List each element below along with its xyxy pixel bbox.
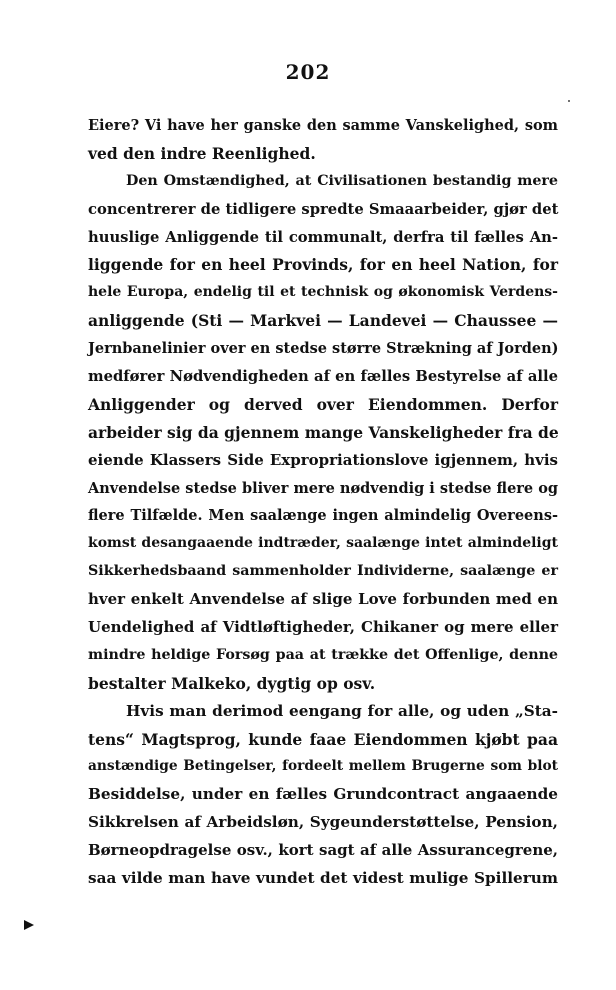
text-line: flere Tilfælde. Men saalænge ingen almindelig Overeens-: [88, 507, 558, 525]
text-line: tens“ Magtsprog, kunde faae Eiendommen kjøbt paa: [88, 729, 558, 749]
text-line: arbeider sig da gjennem mange Vanskeligheder fra de: [88, 422, 559, 442]
text-line: Hvis man derimod eengang for alle, og uden „Sta-: [126, 701, 558, 720]
text-line: Den Omstændighed, at Civilisationen bestandig mere: [126, 172, 558, 189]
text-line: liggende for en heel Provinds, for en heel Nation, for: [88, 255, 558, 275]
text-line: medfører Nødvendigheden af en fælles Bestyrelse af alle: [88, 368, 558, 386]
text-line: bestalter Malkeko, dygtig op osv.: [88, 673, 376, 693]
margin-arrow-mark: [24, 920, 34, 930]
text-line: Børneopdragelse osv., kort sagt af alle Assurancegrene,: [88, 841, 558, 860]
text-line: anliggende (Sti — Markvei — Landevei — Chaussee —: [88, 311, 558, 331]
text-line: anstændige Betingelser, fordeelt mellem Brugerne som blot: [88, 758, 558, 775]
text-line: Eiere? Vi have her ganske den samme Vanskelighed, som: [88, 117, 558, 134]
text-line: Besiddelse, under en fælles Grundcontract angaaende: [88, 785, 558, 804]
text-line: Sikkrelsen af Arbeidsløn, Sygeunderstøttelse, Pension,: [88, 813, 558, 832]
text-line: hver enkelt Anvendelse af slige Love forbunden med en: [88, 590, 558, 609]
text-line: Jernbanelinier over en stedse større Strækning af Jorden): [88, 340, 559, 358]
text-line: huuslige Anliggende til communalt, derfra til fælles An-: [88, 228, 558, 246]
text-line: concentrerer de tidligere spredte Smaaarbeider, gjør det: [88, 200, 559, 218]
print-speck: [568, 100, 570, 102]
text-line: Anvendelse stedse bliver mere nødvendig i stedse flere og: [88, 479, 559, 497]
page-number: 202: [285, 60, 331, 84]
text-line: komst desangaaende indtræder, saalænge intet almindeligt: [88, 535, 558, 552]
text-line: eiende Klassers Side Expropriationslove igjennem, hvis: [88, 450, 558, 469]
text-line: saa vilde man have vundet det videst mulige Spillerum: [88, 869, 558, 888]
text-line: Uendelighed af Vidtløftigheder, Chikaner og mere eller: [88, 618, 558, 637]
text-line: hele Europa, endelig til et technisk og økonomisk Verdens-: [88, 284, 558, 301]
text-line: Sikkerhedsbaand sammenholder Individerne, saalænge er: [88, 563, 558, 580]
text-line: Anliggender og derved over Eiendommen. Derfor: [88, 394, 558, 414]
text-line: ved den indre Reenlighed.: [88, 143, 316, 163]
body-text: [88, 112, 558, 893]
text-line: mindre heldige Forsøg paa at trække det Offenlige, denne: [88, 646, 558, 663]
